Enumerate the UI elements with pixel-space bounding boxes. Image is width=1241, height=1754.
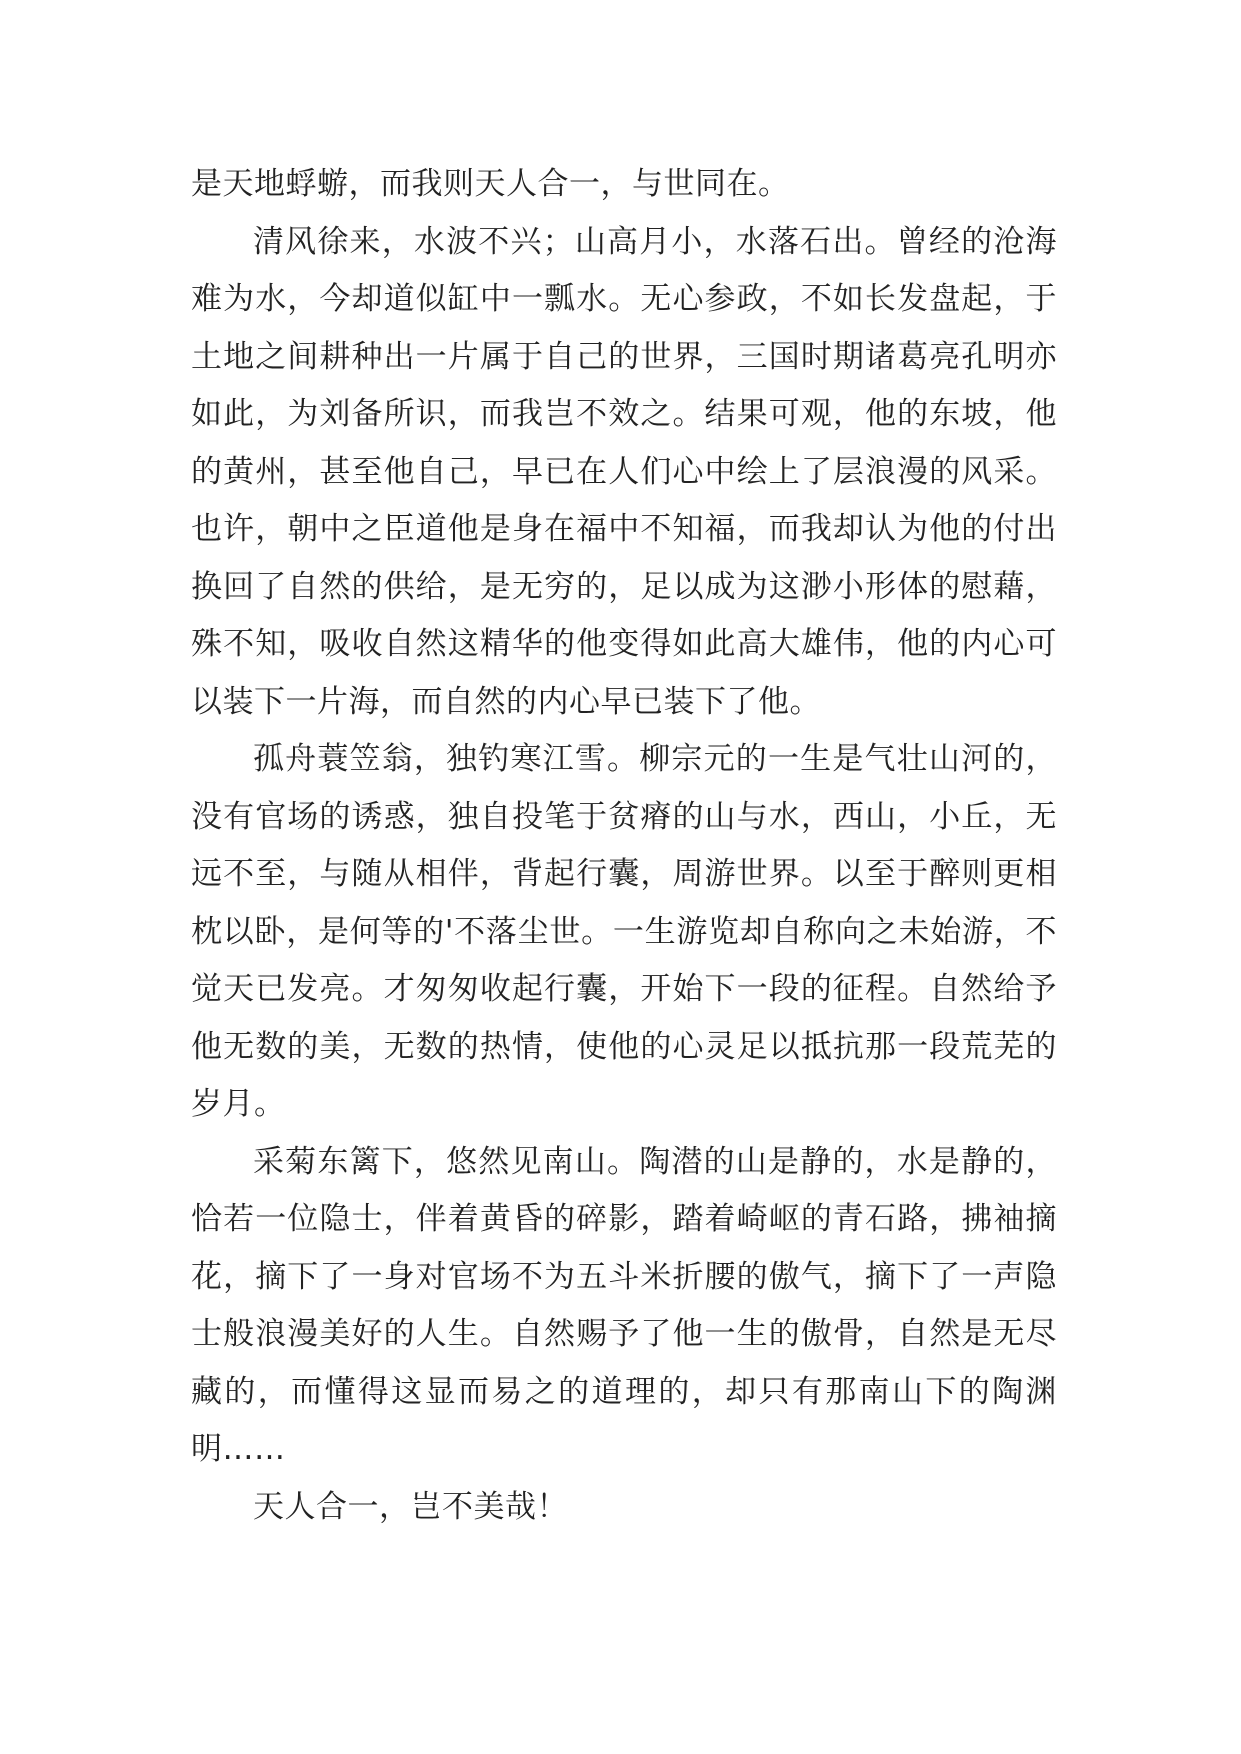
paragraph: 孤舟蓑笠翁，独钓寒江雪。柳宗元的一生是气壮山河的，没有官场的诱惑，独自投笔于贫瘠的山与水，西山，小丘，无远不至，与随从相伴，背起行囊，周游世界。以至于醉则更相枕以卧，是何等的'不落尘世。一生游览却自称向之未始游，不觉天已发亮。才匆匆收起行囊，开始下一段的征程。自然给予他无数的美，无数的热情，使他的心灵足以抵抗那一段荒芜的岁月。 <box>191 741 1057 1122</box>
paragraph: 采菊东篱下，悠然见南山。陶潜的山是静的，水是静的，恰若一位隐士，伴着黄昏的碎影，踏着崎岖的青石路，拂袖摘花，摘下了一身对官场不为五斗米折腰的傲气，摘下了一声隐士般浪漫美好的人生。自然赐予了他一生的傲骨，自然是无尽藏的，而懂得这显而易之的道理的，却只有那南山下的陶渊明…… <box>191 1143 1057 1467</box>
paragraph: 是天地蜉蝣，而我则天人合一，与世同在。 <box>191 166 790 202</box>
paragraph: 天人合一，岂不美哉！ <box>253 1488 568 1525</box>
paragraph: 清风徐来，水波不兴；山高月小，水落石出。曾经的沧海难为水，今却道似缸中一瓢水。无心参政，不如长发盘起，于土地之间耕种出一片属于自己的世界，三国时期诸葛亮孔明亦如此，为刘备所识，而我岂不效之。结果可观，他的东坡，他的黄州，甚至他自己，早已在人们心中绘上了层浪漫的风采。也许，朝中之臣道他是身在福中不知福，而我却认为他的付出换回了自然的供给，是无穷的，足以成为这渺小形体的慰藉，殊不知，吸收自然这精华的他变得如此高大雄伟，他的内心可以装下一片海，而自然的内心早已装下了他。 <box>191 223 1057 720</box>
body-text <box>191 156 1057 1536</box>
